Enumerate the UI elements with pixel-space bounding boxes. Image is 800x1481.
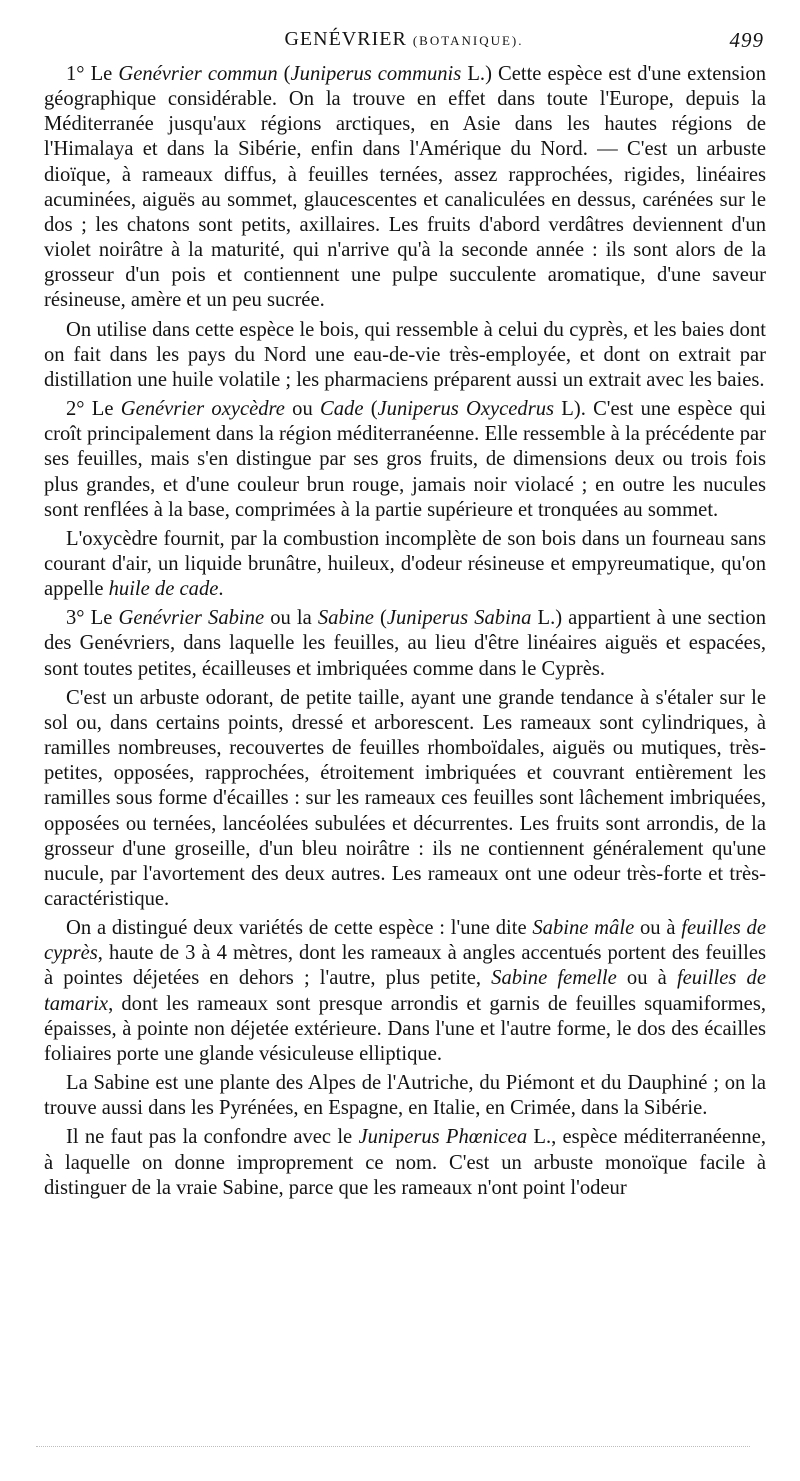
text-run: , haute de 3 à 4 mètres, dont les rameaux à angles accentués portent des feuilles à pointes déjetées en dehors ; l'autre, plus petite,	[44, 942, 766, 990]
body-text	[44, 62, 766, 1205]
italic-run: Juniperus Phœnicea	[358, 1126, 528, 1149]
italic-run: feuilles de cyprès	[44, 917, 766, 965]
text-run: 3° Le	[66, 607, 119, 630]
paragraph	[44, 527, 766, 602]
paragraph	[44, 916, 766, 1067]
italic-run: Genévrier Sabine	[118, 607, 265, 630]
text-run: L.) Cette espèce est d'une extension géographique considérable. On la trouve en effet dans toute l'Europe, depuis la Méditerranée jusqu'aux régions arctiques, en Asie dans les hautes régions de l'Himalaya et dans la Sibérie, enfin dans l'Amérique du Nord. — C'est un arbuste dioïque, à rameaux diffus, à feuilles ternées, assez rapprochées, rigides, linéaires acuminées, aiguës au sommet, glaucescentes et canaliculées en dessus, carénées sur le dos ; les chatons sont petits, axillaires. Les fruits d'abord verdâtres deviennent d'un violet noirâtre à la maturité, qui n'arrive qu'à la seconde année : ils sont alors de la grosseur d'un pois et contiennent une pulpe succulente aromatique, d'une saveur résineuse, amère et un peu sucrée.	[44, 63, 766, 312]
italic-run: Juniperus Oxycedrus	[377, 398, 555, 421]
text-run: L'oxycèdre fournit, par la combustion incomplète de son bois dans un fourneau sans courant d'air, un liquide brunâtre, huileux, d'odeur résineuse et empyreumatique, qu'on appelle	[44, 527, 766, 601]
text-run: , dont les rameaux sont presque arrondis et garnis de feuilles squamiformes, épaisses, à pointe non déjetée extérieure. Dans l'une et l'autre forme, le dos des écailles foliaires porte une glande vésiculeuse elliptique.	[44, 992, 766, 1065]
italic-run: Sabine	[317, 607, 374, 630]
italic-run: Juniperus communis	[290, 63, 462, 85]
text-run: .	[218, 578, 224, 601]
italic-run: Juniperus Sabina	[386, 607, 532, 630]
text-run: ou à	[616, 967, 677, 990]
text-run: L.) appartient à une section des Genévriers, dans laquelle les feuilles, au lieu d'être linéaires aiguës et espacées, sont toutes petites, écailleuses et imbriquées comme dans le Cyprès.	[44, 607, 767, 680]
text-run: La Sabine est une plante des Alpes de l'Autriche, du Piémont et du Dauphiné ; on la trouve aussi dans les Pyrénées, en Espagne, en Italie, en Crimée, dans la Sibérie.	[44, 1072, 766, 1120]
text-run: C'est un arbuste odorant, de petite taille, ayant une grande tendance à s'étaler sur le sol ou, dans certains points, dressé et arborescent. Les rameaux sont cylindriques, à ramilles nombreuses, recouvertes de feuilles rhomboïdales, aiguës ou mutiques, très-petites, opposées, rapprochées, étroitement imbriquées et couvrant entièrement les ramilles sous forme d'écailles : sur les rameaux ces feuilles sont lâchement imbriquées, opposées ou ternées, lancéolées subulées et décurrentes. Les fruits sont arrondis, de la grosseur d'une groseille, d'un bleu noirâtre : ils ne contiennent généralement qu'une nucule, par l'avortement des deux autres. Les rameaux ont une odeur très-forte et très-caractéristique.	[44, 686, 766, 910]
text-run: 1° Le	[66, 63, 119, 85]
text-run: L). C'est une espèce qui croît principalement dans la région méditerranéenne. Elle ressemble à la précédente par ses feuilles, mais s'en distingue par ses gros fruits, de dimensions deux ou trois fois plus grandes, et d'une couleur brun rouge, jamais noir violacé ; en outre les nucules sont renflées à la base, comprimées à la partie supérieure et tronquées au sommet.	[44, 398, 766, 521]
italic-run: Sabine mâle	[532, 917, 635, 940]
page-number: 499	[729, 28, 764, 52]
paragraph	[44, 606, 766, 681]
paragraph	[44, 318, 766, 393]
bottom-margin-rule	[36, 1446, 750, 1449]
running-title-sub: (BOTANIQUE).	[412, 33, 524, 48]
italic-run: feuilles de tamarix	[44, 967, 766, 1015]
running-header	[44, 28, 764, 58]
italic-run: Sabine femelle	[491, 967, 617, 990]
text-run: On utilise dans cette espèce le bois, qui ressemble à celui du cyprès, et les baies dont on fait dans les pays du Nord une eau-de-vie très-employée, et dont on extrait par distillation une huile volatile ; les pharmaciens préparent aussi un extrait avec les baies.	[44, 318, 766, 391]
running-title	[44, 28, 764, 51]
text-run: ou	[284, 398, 320, 421]
text-run: On a distingué deux variétés de cette espèce : l'une dite	[66, 917, 533, 940]
text-run: (	[363, 398, 378, 421]
text-run: 2° Le	[66, 398, 121, 421]
text-run: (	[373, 607, 387, 630]
paragraph	[44, 62, 766, 314]
text-run: L., espèce méditerranéenne, à laquelle on donne improprement ce nom. C'est un arbuste monoïque facile à distinguer de la vraie Sabine, parce que les rameaux n'ont point l'odeur	[44, 1126, 766, 1199]
text-run: ou la	[264, 607, 318, 630]
running-title-main: GENÉVRIER	[284, 28, 407, 50]
italic-run: Genévrier oxycèdre	[120, 398, 285, 421]
italic-run: huile de cade	[108, 578, 219, 601]
italic-run: Cade	[319, 398, 364, 421]
paragraph	[44, 1071, 766, 1121]
paragraph	[44, 686, 766, 912]
paragraph	[44, 397, 766, 523]
text-run: Il ne faut pas la confondre avec le	[66, 1126, 359, 1149]
italic-run: Genévrier commun	[118, 63, 278, 85]
text-run: ou à	[634, 917, 682, 940]
text-run: (	[277, 63, 291, 85]
paragraph	[44, 1125, 766, 1200]
